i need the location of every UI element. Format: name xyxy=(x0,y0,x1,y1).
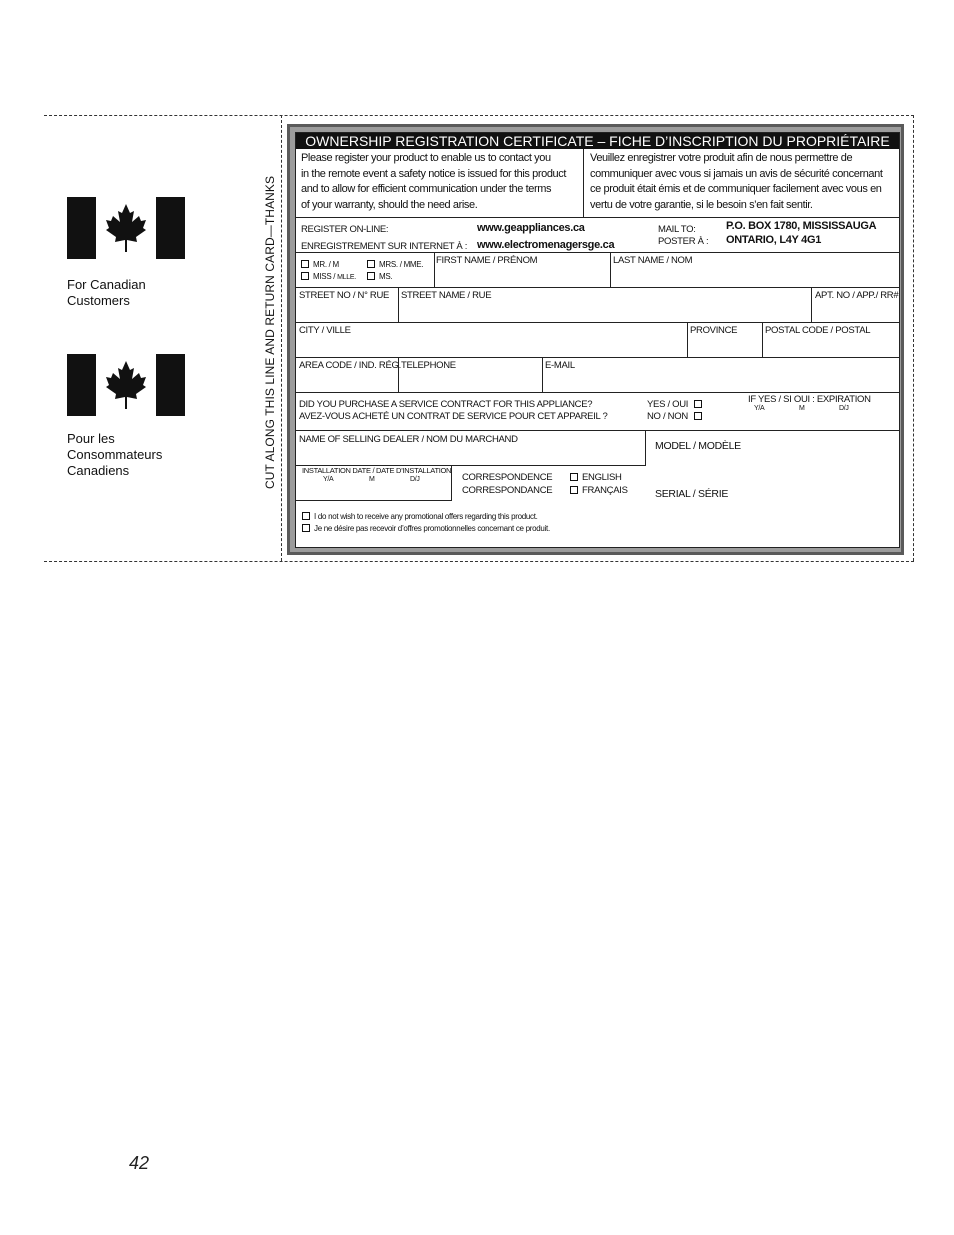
apt-field[interactable]: APT. NO / APP./ RR# xyxy=(815,290,899,301)
expiration-month-label: M xyxy=(799,405,805,412)
install-day-label: D/J xyxy=(410,476,420,483)
service-no-option[interactable]: NO / NON xyxy=(647,411,706,422)
last-name-field[interactable]: LAST NAME / NOM xyxy=(613,255,693,266)
mail-address-line1: P.O. BOX 1780, MISSISSAUGA xyxy=(726,220,877,232)
correspondance-label: CORRESPONDANCE xyxy=(462,485,553,496)
register-url[interactable]: www.geappliances.ca xyxy=(477,222,585,234)
service-contract-question-fr: AVEZ-VOUS ACHETÉ UN CONTRAT DE SERVICE POUR CET APPAREIL ? xyxy=(299,411,608,422)
cut-line-right xyxy=(913,115,914,561)
page-number: 42 xyxy=(129,1153,150,1173)
first-name-field[interactable]: FIRST NAME / PRÉNOM xyxy=(436,255,538,266)
registration-card xyxy=(295,132,900,548)
intro-english: Please register your product to enable us to contact you in the remote event a safety notice is issued for this product and to allow for efficient communication under the terms of your warranty, should the need arise. xyxy=(301,152,567,211)
telephone-field[interactable]: TELEPHONE xyxy=(401,360,456,371)
caption-consommateurs-canadiens: Pour les Consommateurs Canadiens xyxy=(67,431,163,478)
dealer-name-field[interactable]: NAME OF SELLING DEALER / NOM DU MARCHAND xyxy=(299,434,518,445)
street-name-field[interactable]: STREET NAME / RUE xyxy=(401,290,492,301)
cut-instruction-label: CUT ALONG THIS LINE AND RETURN CARD—THANKS xyxy=(263,175,277,489)
caption-canadian-customers: For Canadian Customers xyxy=(67,277,146,308)
cut-line-top xyxy=(44,115,914,116)
mail-to-label: MAIL TO: xyxy=(658,224,696,235)
city-field[interactable]: CITY / VILLE xyxy=(299,325,351,336)
register-fr-label: ENREGISTREMENT SUR INTERNET À : xyxy=(301,241,468,252)
canada-flag-icon xyxy=(67,354,185,416)
title-mrs-option[interactable]: MRS. / MME. xyxy=(367,260,423,269)
cut-line-left xyxy=(281,115,282,561)
service-yes-option[interactable]: YES / OUI xyxy=(647,399,706,410)
email-field[interactable]: E-MAIL xyxy=(545,360,575,371)
register-online-label: REGISTER ON-LINE: xyxy=(301,224,389,235)
postal-code-field[interactable]: POSTAL CODE / POSTAL xyxy=(765,325,871,336)
service-contract-question-en: DID YOU PURCHASE A SERVICE CONTRACT FOR THIS APPLIANCE? xyxy=(299,399,593,410)
poster-a-label: POSTER À : xyxy=(658,236,709,247)
serial-field[interactable]: SERIAL / SÉRIE xyxy=(655,488,729,500)
title-ms-option[interactable]: MS. xyxy=(367,272,392,281)
title-mr-option[interactable]: MR. / M xyxy=(301,260,339,269)
expiration-label: IF YES / SI OUI : EXPIRATION xyxy=(748,394,871,405)
optout-english-option[interactable]: I do not wish to receive any promotional offers regarding this product. xyxy=(302,512,538,521)
correspondence-label: CORRESPONDENCE xyxy=(462,472,553,483)
street-no-field[interactable]: STREET NO / N° RUE xyxy=(299,290,390,301)
model-field[interactable]: MODEL / MODÈLE xyxy=(655,440,741,452)
title-miss-option[interactable]: MISS / MLLE. xyxy=(301,272,356,282)
area-code-field[interactable]: AREA CODE / IND. RÉG. xyxy=(299,360,401,371)
francais-option[interactable]: FRANÇAIS xyxy=(570,485,628,496)
english-option[interactable]: ENGLISH xyxy=(570,472,622,483)
install-month-label: M xyxy=(369,476,375,483)
province-field[interactable]: PROVINCE xyxy=(690,325,738,336)
mail-address-line2: ONTARIO, L4Y 4G1 xyxy=(726,234,822,246)
cut-line-bottom xyxy=(44,561,914,562)
intro-french: Veuillez enregistrer votre produit afin de nous permettre de communiquer avec vous si jamais un avis de sécurité concernant ce produit était émis et de communiquer facilement avec vous en vertu de votre garantie, si le besoin s’en fait sentir. xyxy=(590,152,883,211)
certificate-title: OWNERSHIP REGISTRATION CERTIFICATE – FICHE D’INSCRIPTION DU PROPRIÉTAIRE xyxy=(296,133,899,149)
optout-french-option[interactable]: Je ne désire pas recevoir d’offres promotionnelles concernant ce produit. xyxy=(302,524,550,533)
expiration-day-label: D/J xyxy=(839,405,849,412)
install-year-label: Y/A xyxy=(323,476,334,483)
canada-flag-icon xyxy=(67,197,185,259)
expiration-year-label: Y/A xyxy=(754,405,765,412)
register-fr-url[interactable]: www.electromenagersge.ca xyxy=(477,239,615,251)
installation-date-field[interactable]: INSTALLATION DATE / DATE D’INSTALLATION xyxy=(302,466,452,475)
